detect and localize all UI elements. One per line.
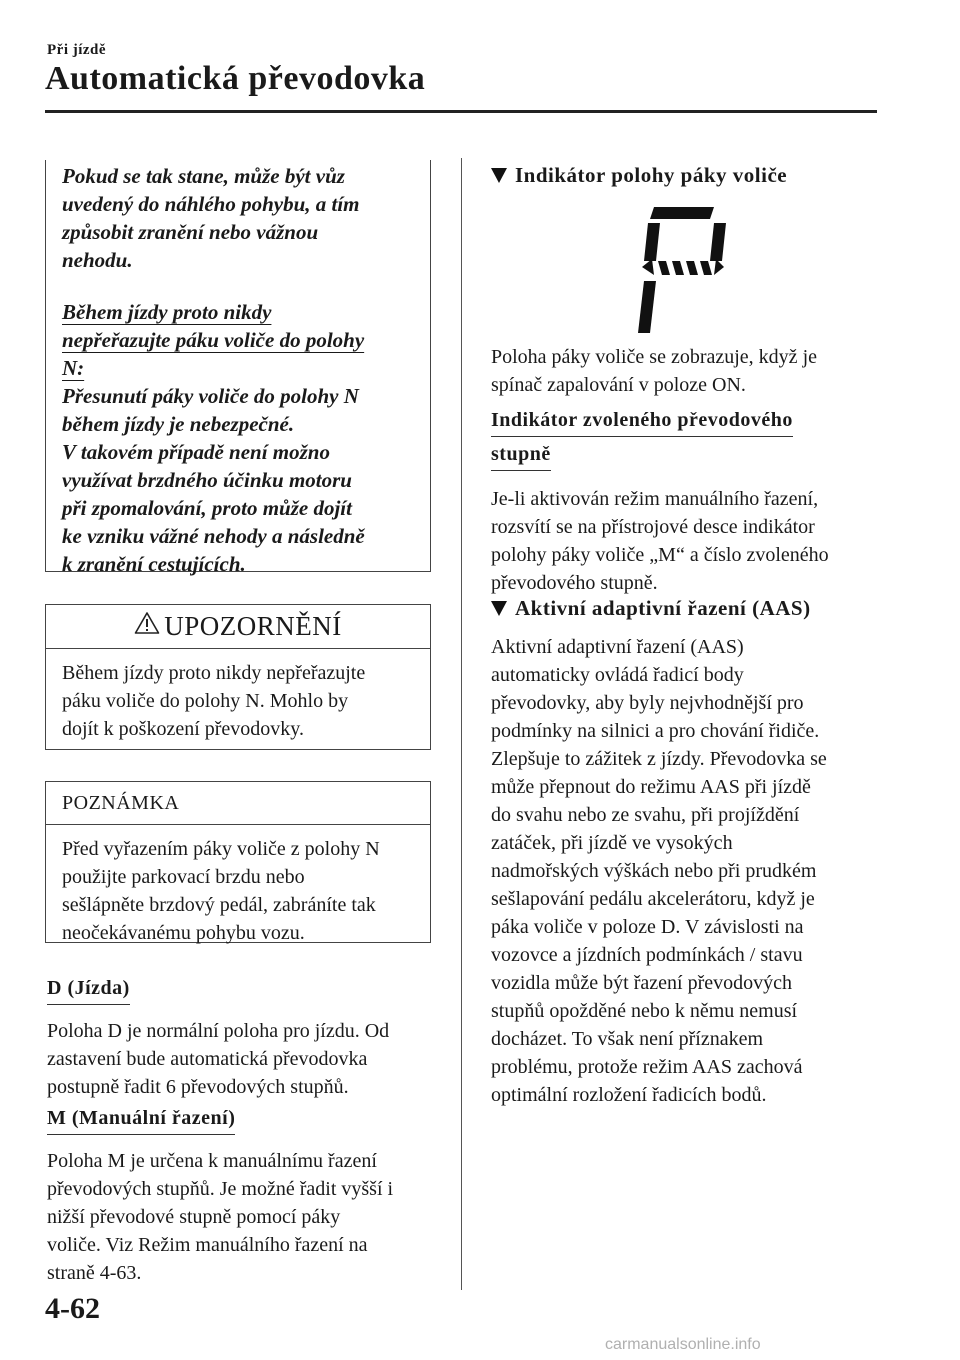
note-body xyxy=(46,825,430,947)
m-heading: M (Manuální řazení) xyxy=(47,1105,235,1135)
indicator-section xyxy=(491,163,891,188)
warning-line: při zpomalování, proto může dojít xyxy=(62,496,352,520)
gear-indicator-line: polohy páky voliče „M“ a číslo zvoleného xyxy=(491,544,829,566)
indicator-line: Poloha páky voliče se zobrazuje, když je xyxy=(491,346,817,368)
note-line: neočekávanému pohybu vozu. xyxy=(62,922,305,944)
aas-line: automaticky ovládá řadicí body xyxy=(491,664,744,686)
aas-line: vozidla může být řazení převodových xyxy=(491,972,792,994)
gear-indicator-line: rozsvítí se na přístrojové desce indikátor xyxy=(491,516,815,538)
aas-line: problému, protože režim AAS zachová xyxy=(491,1056,803,1078)
aas-line: docházet. To však není příznakem xyxy=(491,1028,764,1050)
aas-line: zatáček, při jízdě ve vysokých xyxy=(491,832,733,854)
m-line: převodových stupňů. Je možné řadit vyšší i xyxy=(47,1178,394,1200)
note-line: sešlápněte brzdový pedál, zabráníte tak xyxy=(62,894,376,916)
page-title: Automatická převodovka xyxy=(45,60,426,97)
warning-triangle-icon xyxy=(134,611,164,642)
caution-line: dojít k poškození převodovky. xyxy=(62,718,305,740)
m-line: straně 4-63. xyxy=(47,1262,142,1284)
page-number: 4-62 xyxy=(45,1292,100,1325)
warning-line: uvedený do náhlého pohybu, a tím xyxy=(62,192,360,216)
column-divider xyxy=(461,158,462,1290)
aas-section xyxy=(491,596,891,1109)
d-section xyxy=(47,975,447,1101)
caution-line: páku voliče do polohy N. Mohlo by xyxy=(62,690,349,712)
gear-indicator-line: Je-li aktivován režim manuálního řazení, xyxy=(491,488,819,510)
triangle-bullet-icon xyxy=(491,601,507,616)
note-line: Před vyřazením páky voliče z polohy N xyxy=(62,838,380,860)
aas-line: sešlapování pedálu akcelerátoru, když je xyxy=(491,888,815,910)
aas-heading: Aktivní adaptivní řazení (AAS) xyxy=(491,596,891,621)
warning-line: způsobit zranění nebo vážnou xyxy=(62,220,319,244)
d-line: Poloha D je normální poloha pro jízdu. Od xyxy=(47,1020,390,1042)
caution-box xyxy=(45,604,431,750)
watermark[interactable]: carmanualsonline.info xyxy=(605,1336,761,1353)
warning-line: V takovém případě není možno xyxy=(62,440,330,464)
caution-heading: UPOZORNĚNÍ xyxy=(46,605,430,649)
aas-line: podmínky na silnici a pro chování řidiče. xyxy=(491,720,820,742)
warning-line: nepřeřazujte páku voliče do polohy xyxy=(62,328,365,352)
m-line: Poloha M je určena k manuálnímu řazení xyxy=(47,1150,377,1172)
d-heading: D (Jízda) xyxy=(47,975,130,1005)
aas-line: optimální rozložení řadicích bodů. xyxy=(491,1084,767,1106)
note-line: použijte parkovací brzdu nebo xyxy=(62,866,305,888)
aas-line: převodovky, aby byly nejvhodnější pro xyxy=(491,692,804,714)
aas-line: Aktivní adaptivní řazení (AAS) xyxy=(491,636,744,658)
d-line: postupně řadit 6 převodových stupňů. xyxy=(47,1076,349,1098)
warning-line: N: xyxy=(62,356,85,380)
gear-indicator-section xyxy=(491,407,891,597)
gear-p-display-icon xyxy=(630,205,730,342)
warning-box-continued xyxy=(45,160,431,576)
warning-line: Přesunutí páky voliče do polohy N xyxy=(62,384,359,408)
title-rule xyxy=(45,110,877,113)
aas-line: páka voliče v poloze D. V závislosti na xyxy=(491,916,804,938)
warning-line: k zranění cestujících. xyxy=(62,552,246,576)
aas-line: Zlepšuje to zážitek z jízdy. Převodovka se xyxy=(491,748,827,770)
caution-line: Během jízdy proto nikdy nepřeřazujte xyxy=(62,662,366,684)
note-box xyxy=(45,781,431,943)
warning-line: nehodu. xyxy=(62,248,133,272)
triangle-bullet-icon xyxy=(491,168,507,183)
aas-line: nadmořských výškách nebo při prudkém xyxy=(491,860,817,882)
gear-indicator-heading: Indikátor zvoleného převodového stupně xyxy=(491,407,793,471)
aas-line: stupňů opožděné nebo k němu nemusí xyxy=(491,1000,798,1022)
section-label: Při jízdě xyxy=(47,42,107,58)
warning-line: využívat brzdného účinku motoru xyxy=(62,468,352,492)
m-line: voliče. Viz Režim manuálního řazení na xyxy=(47,1234,368,1256)
indicator-line: spínač zapalování v poloze ON. xyxy=(491,374,746,396)
caution-body xyxy=(46,649,430,743)
warning-line: ke vzniku vážné nehody a následně xyxy=(62,524,365,548)
aas-line: vozovce a jízdních podmínkách / stavu xyxy=(491,944,803,966)
warning-line: Pokud se tak stane, může být vůz xyxy=(62,164,345,188)
m-line: nižší převodové stupně pomocí páky xyxy=(47,1206,341,1228)
gear-indicator-line: převodového stupně. xyxy=(491,572,658,594)
warning-line: během jízdy je nebezpečné. xyxy=(62,412,295,436)
m-section xyxy=(47,1105,447,1287)
indicator-heading: Indikátor polohy páky voliče xyxy=(491,163,891,188)
note-heading: POZNÁMKA xyxy=(46,782,430,825)
aas-line: může přepnout do režimu AAS při jízdě xyxy=(491,776,811,798)
indicator-description xyxy=(491,343,891,399)
warning-line: Během jízdy proto nikdy xyxy=(62,300,272,324)
aas-line: do svahu nebo ze svahu, při projíždění xyxy=(491,804,800,826)
d-line: zastavení bude automatická převodovka xyxy=(47,1048,368,1070)
